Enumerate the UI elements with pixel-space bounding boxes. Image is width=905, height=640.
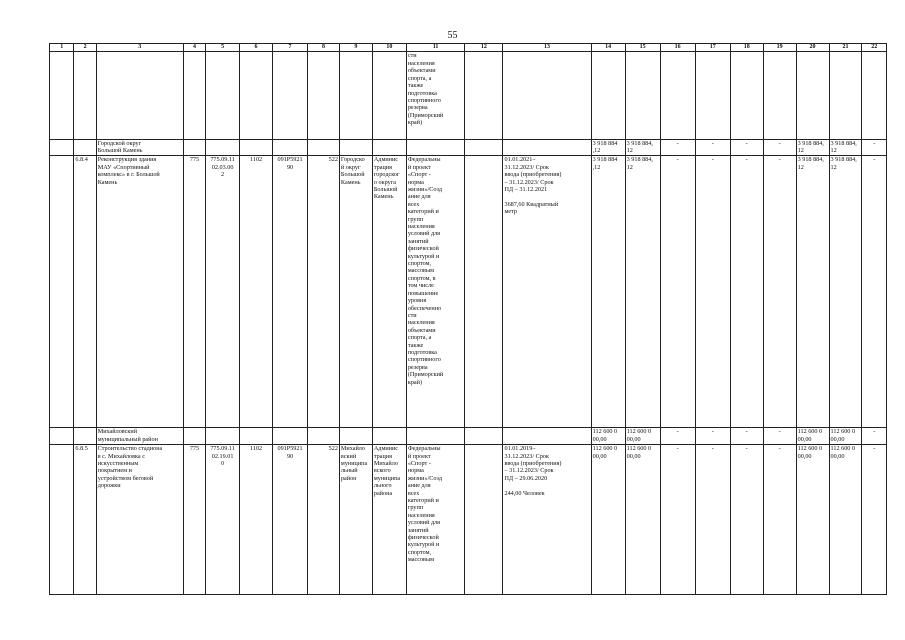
column-number: 22 bbox=[862, 44, 887, 52]
column-number: 13 bbox=[503, 44, 591, 52]
table-cell: - bbox=[660, 428, 695, 445]
table-cell: - bbox=[862, 156, 887, 428]
table-cell: 6.8.4 bbox=[74, 156, 96, 428]
table-cell bbox=[273, 139, 308, 156]
table-cell bbox=[206, 139, 240, 156]
table-cell bbox=[503, 139, 591, 156]
column-number: 16 bbox=[660, 44, 695, 52]
table-cell: 1102 bbox=[240, 156, 273, 428]
table-cell: - bbox=[660, 156, 695, 428]
table-cell bbox=[206, 52, 240, 139]
table-cell: 01.01.2019– 31.12.2023/ Срок ввода (приобретения) – 31.12.2023/ Срок ПД – 29.06.2020 244,00 Человек bbox=[503, 445, 591, 595]
table-cell: - bbox=[695, 445, 730, 595]
table-cell bbox=[406, 428, 464, 445]
table-cell: Городско й округ Большой Камень bbox=[339, 156, 372, 428]
table-cell: 112 600 0 00,00 bbox=[625, 428, 660, 445]
table-cell bbox=[273, 428, 308, 445]
column-number: 1 bbox=[50, 44, 74, 52]
table-cell: - bbox=[763, 428, 796, 445]
table-cell: 522 bbox=[308, 445, 340, 595]
table-cell: 3 918 884, 12 bbox=[796, 139, 829, 156]
page-number: 55 bbox=[447, 30, 458, 41]
table-cell bbox=[240, 428, 273, 445]
column-number: 6 bbox=[240, 44, 273, 52]
table-cell: 01.01.2021– 31.12.2023/ Срок ввода (приобретения) – 31.12.2023/ Срок ПД – 31.12.2021 3687,60 Квадратный метр bbox=[503, 156, 591, 428]
column-number: 7 bbox=[273, 44, 308, 52]
table-cell bbox=[625, 52, 660, 139]
table-cell: 091P5921 90 bbox=[273, 156, 308, 428]
table-cell bbox=[339, 428, 372, 445]
column-number: 3 bbox=[96, 44, 183, 52]
column-number: 18 bbox=[730, 44, 763, 52]
table-cell bbox=[50, 445, 74, 595]
table-cell: Михайло вский муниципа льный район bbox=[339, 445, 372, 595]
table-cell: - bbox=[730, 139, 763, 156]
table-cell: - bbox=[862, 428, 887, 445]
table-cell bbox=[339, 139, 372, 156]
table-cell bbox=[591, 52, 625, 139]
column-number: 12 bbox=[465, 44, 503, 52]
table-cell bbox=[308, 52, 340, 139]
column-number-row bbox=[50, 44, 887, 52]
column-number: 4 bbox=[183, 44, 205, 52]
table-cell bbox=[240, 52, 273, 139]
column-number: 21 bbox=[829, 44, 862, 52]
table-row bbox=[50, 52, 887, 139]
table-cell: - bbox=[730, 445, 763, 595]
table-cell bbox=[339, 52, 372, 139]
table-cell: Михайловский муниципальный район bbox=[96, 428, 183, 445]
table-cell: 522 bbox=[308, 156, 340, 428]
table-cell: Админис трация Михайло вского муниципа льного района bbox=[372, 445, 406, 595]
table-cell bbox=[50, 52, 74, 139]
table-cell bbox=[829, 52, 862, 139]
table-cell bbox=[183, 52, 205, 139]
table-cell bbox=[74, 52, 96, 139]
table-cell: 3 918 884, 12 bbox=[829, 156, 862, 428]
table-cell: 775.09.11 02.19.01 0 bbox=[206, 445, 240, 595]
table-cell: 775.09.11 02.03.00 2 bbox=[206, 156, 240, 428]
table-row bbox=[50, 139, 887, 156]
column-number: 8 bbox=[308, 44, 340, 52]
table-cell: 3 918 884, 12 bbox=[625, 139, 660, 156]
table-cell bbox=[240, 139, 273, 156]
table-cell: - bbox=[660, 445, 695, 595]
table-cell bbox=[695, 52, 730, 139]
table-cell bbox=[465, 139, 503, 156]
column-number: 17 bbox=[695, 44, 730, 52]
table-cell: - bbox=[695, 428, 730, 445]
table-cell bbox=[372, 52, 406, 139]
table-cell: сти населения объектами спорта, а также подготовка спортивного резерва (Приморский край) bbox=[406, 52, 464, 139]
table-cell bbox=[372, 428, 406, 445]
table-cell: - bbox=[695, 139, 730, 156]
table-cell bbox=[660, 52, 695, 139]
table-cell: - bbox=[763, 156, 796, 428]
table-cell bbox=[406, 139, 464, 156]
table-cell bbox=[465, 445, 503, 595]
table-cell: Админис трация городског о округа Большой Камень bbox=[372, 156, 406, 428]
column-number: 15 bbox=[625, 44, 660, 52]
table-cell: - bbox=[763, 445, 796, 595]
table-cell bbox=[50, 139, 74, 156]
table-cell: Федеральны й проект «Спорт - норма жизни»/Созд ание для всех категорий и групп населения условий для занятий физической культурой и спортом, массовым спортом, в том числе повышение уровня обеспеченно сти населения объектами спорта, а также подготовка спортивного резерва (Приморский край) bbox=[406, 156, 464, 428]
table-cell bbox=[50, 428, 74, 445]
table-row bbox=[50, 428, 887, 445]
table-cell: - bbox=[862, 139, 887, 156]
table-cell: 112 600 0 00,00 bbox=[796, 445, 829, 595]
table-cell: - bbox=[730, 156, 763, 428]
table-cell bbox=[308, 428, 340, 445]
table-cell: 775 bbox=[183, 445, 205, 595]
table-cell: 3 918 884, 12 bbox=[796, 156, 829, 428]
column-number: 14 bbox=[591, 44, 625, 52]
table-cell bbox=[183, 428, 205, 445]
table-cell: - bbox=[862, 445, 887, 595]
table-cell: - bbox=[730, 428, 763, 445]
budget-table bbox=[49, 43, 887, 595]
table-cell bbox=[465, 156, 503, 428]
table-cell: Реконструкция здания МАУ «Спортивный комплекс» в г. Большой Камень bbox=[96, 156, 183, 428]
table-cell bbox=[206, 428, 240, 445]
table-cell bbox=[74, 139, 96, 156]
column-number: 19 bbox=[763, 44, 796, 52]
table-cell: 3 918 884 ,12 bbox=[591, 139, 625, 156]
table-cell bbox=[465, 428, 503, 445]
table-cell: 112 600 0 00,00 bbox=[591, 445, 625, 595]
table-cell bbox=[183, 139, 205, 156]
table-cell: 112 600 0 00,00 bbox=[829, 445, 862, 595]
table-cell bbox=[308, 139, 340, 156]
table-cell: Федеральны й проект «Спорт - норма жизни»/Созд ание для всех категорий и групп населения условий для занятий физической культурой и спортом, массовым bbox=[406, 445, 464, 595]
column-number: 5 bbox=[206, 44, 240, 52]
table-row bbox=[50, 156, 887, 428]
table-cell: 112 600 0 00,00 bbox=[829, 428, 862, 445]
table-cell bbox=[796, 52, 829, 139]
table-cell: 1102 bbox=[240, 445, 273, 595]
table-cell bbox=[372, 139, 406, 156]
table-cell: 6.8.5 bbox=[74, 445, 96, 595]
table-cell: 112 600 0 00,00 bbox=[625, 445, 660, 595]
table-cell: 112 600 0 00,00 bbox=[796, 428, 829, 445]
table-cell: 091P5921 90 bbox=[273, 445, 308, 595]
column-number: 2 bbox=[74, 44, 96, 52]
table-cell: Городской округ Большой Камень bbox=[96, 139, 183, 156]
column-number: 11 bbox=[406, 44, 464, 52]
table-cell bbox=[74, 428, 96, 445]
table-cell bbox=[96, 52, 183, 139]
table-cell bbox=[50, 156, 74, 428]
table-cell bbox=[503, 52, 591, 139]
column-number: 10 bbox=[372, 44, 406, 52]
table-cell: - bbox=[695, 156, 730, 428]
table-cell: - bbox=[660, 139, 695, 156]
column-number: 9 bbox=[339, 44, 372, 52]
table-cell: 112 600 0 00,00 bbox=[591, 428, 625, 445]
column-number: 20 bbox=[796, 44, 829, 52]
table-row bbox=[50, 445, 887, 595]
table-cell bbox=[465, 52, 503, 139]
table-cell: 775 bbox=[183, 156, 205, 428]
table-cell bbox=[763, 52, 796, 139]
table-cell bbox=[273, 52, 308, 139]
table-cell: 3 918 884, 12 bbox=[829, 139, 862, 156]
table-cell bbox=[730, 52, 763, 139]
table-cell bbox=[862, 52, 887, 139]
table-cell: 3 918 884 ,12 bbox=[591, 156, 625, 428]
table-cell bbox=[503, 428, 591, 445]
table-cell: 3 918 884, 12 bbox=[625, 156, 660, 428]
table-cell: - bbox=[763, 139, 796, 156]
table-cell: Строительство стадиона в с. Михайловка с искусственным покрытием и устройством беговой дорожки bbox=[96, 445, 183, 595]
